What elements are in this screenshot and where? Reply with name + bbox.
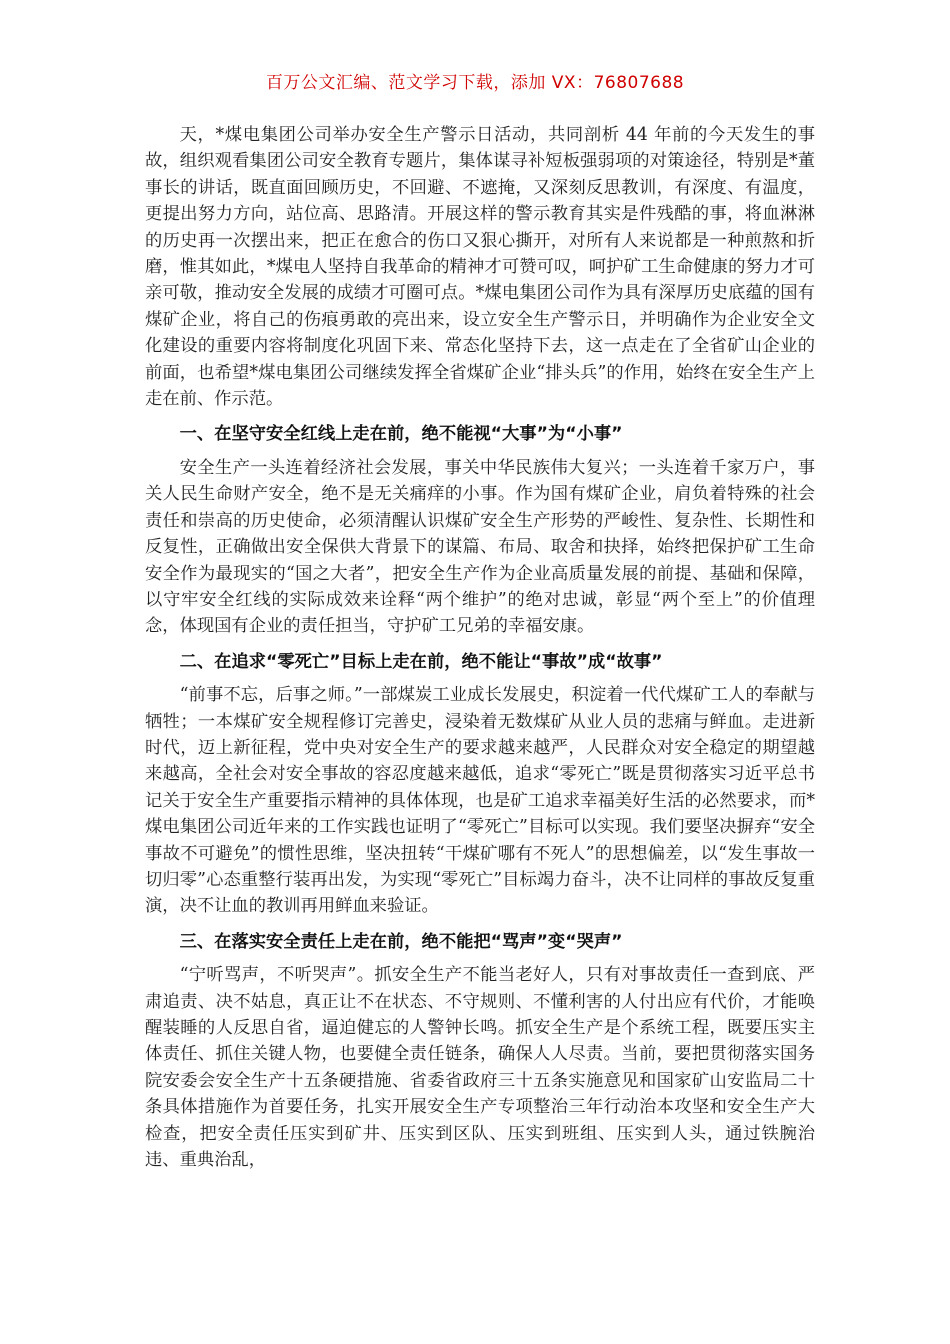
section-heading-1: 一、在坚守安全红线上走在前，绝不能视“大事”为“小事”	[179, 424, 623, 445]
document-body	[145, 122, 815, 1173]
intro-paragraph: 天，*煤电集团公司举办安全生产警示日活动，共同剖析 44 年前的今天发生的事故，组织观看集团公司安全教育专题片，集体谋寻补短板强弱项的对策途径，特别是*董事长的讲话，既直面回顾历史，不回避、不遮掩，又深刻反思教训，有深度、有温度，更提出努力方向，站位高、思路清。开展这样的警示教育其实是件残酷的事，将血淋淋的历史再一次摆出来，把正在愈合的伤口又狠心撕开，对所有人来说都是一种煎熬和折磨，惟其如此，*煤电人坚持自我革命的精神才可赞可叹，呵护矿工生命健康的努力才可亲可敬，推动安全发展的成绩才可圈可点。*煤电集团公司作为具有深厚历史底蕴的国有煤矿企业，将自己的伤痕勇敢的亮出来，设立安全生产警示日，并明确作为企业安全文化建设的重要内容将制度化巩固下来、常态化坚持下去，这一点走在了全省矿山企业的前面，也希望*煤电集团公司继续发挥全省煤矿企业“排头兵”的作用，始终在安全生产上走在前、作示范。	[145, 125, 815, 410]
section-heading-3: 三、在落实安全责任上走在前，绝不能把“骂声”变“哭声”	[179, 931, 623, 952]
section-paragraph-1: 安全生产一头连着经济社会发展，事关中华民族伟大复兴；一头连着千家万户，事关人民生命财产安全，绝不是无关痛痒的小事。作为国有煤矿企业，肩负着特殊的社会责任和崇高的历史使命，必须清醒认识煤矿安全生产形势的严峻性、复杂性、长期性和反复性，正确做出安全保供大背景下的谋篇、布局、取舍和抉择，始终把保护矿工生命安全作为最现实的“国之大者”，把安全生产作为企业高质量发展的前提、基础和保障，以守牢安全红线的实际成效来诠释“两个维护”的绝对忠诚，彰显“两个至上”的价值理念，体现国有企业的责任担当，守护矿工兄弟的幸福安康。	[145, 457, 815, 637]
section-paragraph-3: “宁听骂声，不听哭声”。抓安全生产不能当老好人，只有对事故责任一查到底、严肃追责、决不姑息，真正让不在状态、不守规则、不懂利害的人付出应有代价，才能唤醒装睡的人反思自省，逼迫健忘的人警钟长鸣。抓安全生产是个系统工程，既要压实主体责任、抓住关键人物，也要健全责任链条，确保人人尽责。当前，要把贯彻落实国务院安委会安全生产十五条硬措施、省委省政府三十五条实施意见和国家矿山安监局二十条具体措施作为首要任务，扎实开展安全生产专项整治三年行动治本攻坚和安全生产大检查，把安全责任压实到矿井、压实到区队、压实到班组、压实到人头，通过铁腕治违、重典治乱，	[145, 965, 815, 1171]
watermark-header: 百万公文汇编、范文学习下载，添加 VX：76807688	[265, 73, 685, 93]
section-heading-2: 二、在追求“零死亡”目标上走在前，绝不能让“事故”成“故事”	[179, 651, 663, 672]
section-paragraph-2: “前事不忘，后事之师。”一部煤炭工业成长发展史，积淀着一代代煤矿工人的奉献与牺牲；一本煤矿安全规程修订完善史，浸染着无数煤矿从业人员的悲痛与鲜血。走进新时代，迈上新征程，党中央对安全生产的要求越来越严，人民群众对安全稳定的期望越来越高，全社会对安全事故的容忍度越来越低，追求“零死亡”既是贯彻落实习近平总书记关于安全生产重要指示精神的具体体现，也是矿工追求幸福美好生活的必然要求，而*煤电集团公司近年来的工作实践也证明了“零死亡”目标可以实现。我们要坚决摒弃“安全事故不可避免”的惯性思维，坚决扭转“干煤矿哪有不死人”的思想偏差，以“发生事故一切归零”心态重整行装再出发，为实现“零死亡”目标竭力奋斗，决不让同样的事故反复重演，决不让血的教训再用鲜血来验证。	[145, 685, 815, 917]
